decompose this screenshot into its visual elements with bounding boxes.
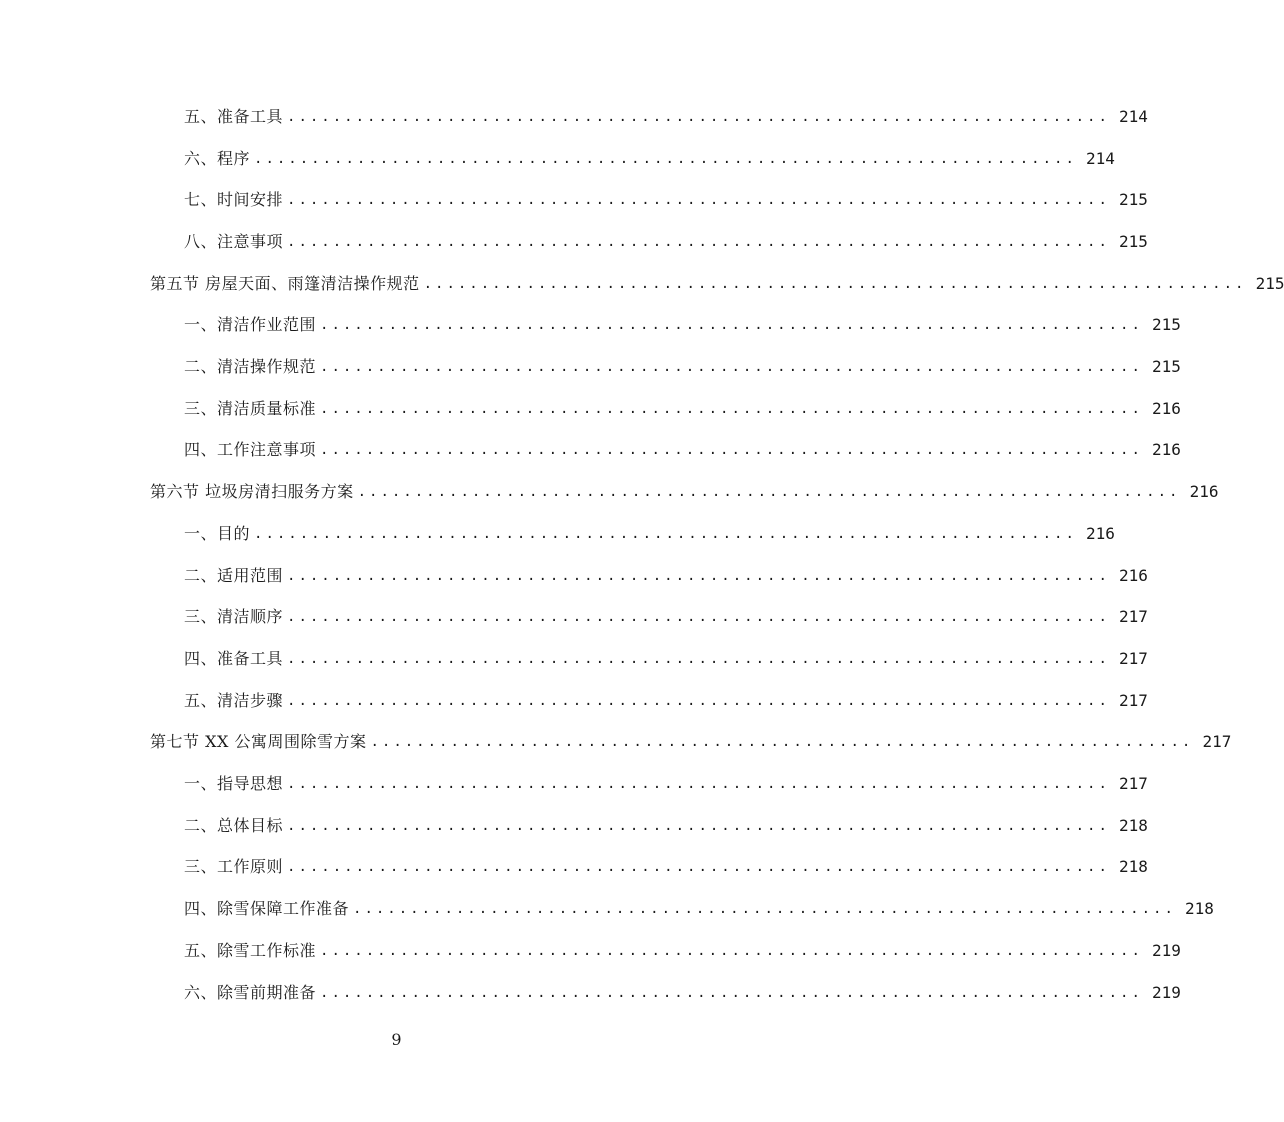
toc-subsection-entry[interactable] bbox=[0, 555, 1148, 597]
toc-subsection-entry[interactable] bbox=[0, 513, 1115, 555]
toc-dot-leader: ........................................................................ bbox=[254, 525, 1077, 542]
toc-entry-label: 五、准备工具 bbox=[184, 106, 284, 126]
toc-subsection-entry[interactable] bbox=[0, 680, 1148, 722]
toc-subsection-entry[interactable] bbox=[0, 96, 1148, 138]
toc-dot-leader: ........................................................................ bbox=[287, 859, 1110, 876]
toc-entry-page: 214 bbox=[1085, 148, 1115, 168]
toc-subsection-entry[interactable] bbox=[0, 346, 1181, 388]
toc-dot-leader: ........................................................................ bbox=[287, 692, 1110, 709]
toc-entry-label: 第七节 XX 公寓周围除雪方案 bbox=[150, 732, 367, 752]
toc-entry-label: 一、清洁作业范围 bbox=[184, 315, 317, 335]
toc-entry-page: 218 bbox=[1184, 899, 1214, 919]
toc-entry-label: 八、注意事项 bbox=[184, 231, 284, 251]
toc-entry-label: 六、除雪前期准备 bbox=[184, 982, 317, 1002]
toc-subsection-entry[interactable] bbox=[0, 305, 1181, 347]
toc-entry-page: 216 bbox=[1151, 440, 1181, 460]
toc-dot-leader: ........................................................................ bbox=[287, 233, 1110, 250]
toc-entry-label: 三、清洁顺序 bbox=[184, 607, 284, 627]
toc-dot-leader: ........................................................................ bbox=[353, 901, 1176, 918]
toc-subsection-entry[interactable] bbox=[0, 805, 1148, 847]
toc-subsection-entry[interactable] bbox=[0, 930, 1181, 972]
toc-entry-label: 四、除雪保障工作准备 bbox=[184, 899, 350, 919]
toc-entry-page: 217 bbox=[1118, 690, 1148, 710]
toc-entry-page: 218 bbox=[1118, 857, 1148, 877]
toc-section-entry[interactable] bbox=[0, 471, 1219, 513]
toc-entry-page: 217 bbox=[1118, 774, 1148, 794]
toc-entry-page: 215 bbox=[1255, 273, 1284, 293]
toc-dot-leader: ........................................................................ bbox=[320, 984, 1143, 1001]
toc-entry-page: 217 bbox=[1118, 648, 1148, 668]
toc-dot-leader: ........................................................................ bbox=[423, 275, 1247, 292]
toc-entry-label: 第五节 房屋天面、雨篷清洁操作规范 bbox=[150, 273, 420, 293]
toc-entry-label: 二、适用范围 bbox=[184, 565, 284, 585]
toc-entry-page: 219 bbox=[1151, 982, 1181, 1002]
toc-entry-page: 214 bbox=[1118, 106, 1148, 126]
toc-entry-label: 六、程序 bbox=[184, 148, 251, 168]
toc-subsection-entry[interactable] bbox=[0, 388, 1181, 430]
toc-dot-leader: ........................................................................ bbox=[287, 108, 1110, 125]
toc-subsection-entry[interactable] bbox=[0, 972, 1181, 1014]
toc-entry-page: 215 bbox=[1118, 190, 1148, 210]
toc-dot-leader: ........................................................................ bbox=[370, 734, 1194, 751]
toc-dot-leader: ........................................................................ bbox=[287, 817, 1110, 834]
toc-entry-page: 219 bbox=[1151, 940, 1181, 960]
toc-section-entry[interactable] bbox=[0, 263, 1284, 305]
toc-entry-label: 三、工作原则 bbox=[184, 857, 284, 877]
toc-dot-leader: ........................................................................ bbox=[320, 442, 1143, 459]
toc-subsection-entry[interactable] bbox=[0, 888, 1214, 930]
toc-dot-leader: ........................................................................ bbox=[287, 776, 1110, 793]
toc-dot-leader: ........................................................................ bbox=[320, 359, 1143, 376]
toc-entry-page: 218 bbox=[1118, 815, 1148, 835]
toc-subsection-entry[interactable] bbox=[0, 430, 1181, 472]
toc-entry-label: 七、时间安排 bbox=[184, 190, 284, 210]
toc-dot-leader: ........................................................................ bbox=[287, 192, 1110, 209]
toc-subsection-entry[interactable] bbox=[0, 221, 1148, 263]
toc-entry-label: 一、目的 bbox=[184, 523, 251, 543]
toc-entry-page: 215 bbox=[1118, 231, 1148, 251]
toc-entry-page: 217 bbox=[1202, 732, 1232, 752]
toc-entry-page: 216 bbox=[1151, 398, 1181, 418]
toc-entry-label: 五、清洁步骤 bbox=[184, 690, 284, 710]
toc-dot-leader: ........................................................................ bbox=[320, 942, 1143, 959]
toc-entry-page: 217 bbox=[1118, 607, 1148, 627]
toc-dot-leader: ........................................................................ bbox=[357, 484, 1181, 501]
toc-dot-leader: ........................................................................ bbox=[254, 150, 1077, 167]
toc-entry-label: 三、清洁质量标准 bbox=[184, 398, 317, 418]
toc-dot-leader: ........................................................................ bbox=[287, 609, 1110, 626]
toc-subsection-entry[interactable] bbox=[0, 763, 1148, 805]
toc-subsection-entry[interactable] bbox=[0, 638, 1148, 680]
toc-entry-label: 一、指导思想 bbox=[184, 774, 284, 794]
toc-entry-label: 四、准备工具 bbox=[184, 648, 284, 668]
toc-entry-page: 216 bbox=[1189, 482, 1219, 502]
toc-subsection-entry[interactable] bbox=[0, 138, 1115, 180]
toc-entry-label: 四、工作注意事项 bbox=[184, 440, 317, 460]
toc-entry-page: 215 bbox=[1151, 315, 1181, 335]
page-number: 9 bbox=[391, 1030, 402, 1049]
toc-entry-page: 216 bbox=[1118, 565, 1148, 585]
toc-entry-label: 二、总体目标 bbox=[184, 815, 284, 835]
toc-subsection-entry[interactable] bbox=[0, 596, 1148, 638]
toc-subsection-entry[interactable] bbox=[0, 847, 1148, 889]
toc-dot-leader: ........................................................................ bbox=[287, 567, 1110, 584]
toc-entry-page: 216 bbox=[1085, 523, 1115, 543]
toc-dot-leader: ........................................................................ bbox=[287, 650, 1110, 667]
toc-entry-page: 215 bbox=[1151, 357, 1181, 377]
toc-entry-label: 五、除雪工作标准 bbox=[184, 940, 317, 960]
toc-dot-leader: ........................................................................ bbox=[320, 317, 1143, 334]
toc-entry-label: 第六节 垃圾房清扫服务方案 bbox=[150, 482, 354, 502]
toc-section-entry[interactable] bbox=[0, 722, 1232, 764]
toc-subsection-entry[interactable] bbox=[0, 179, 1148, 221]
toc-entry-label: 二、清洁操作规范 bbox=[184, 357, 317, 377]
toc-dot-leader: ........................................................................ bbox=[320, 400, 1143, 417]
